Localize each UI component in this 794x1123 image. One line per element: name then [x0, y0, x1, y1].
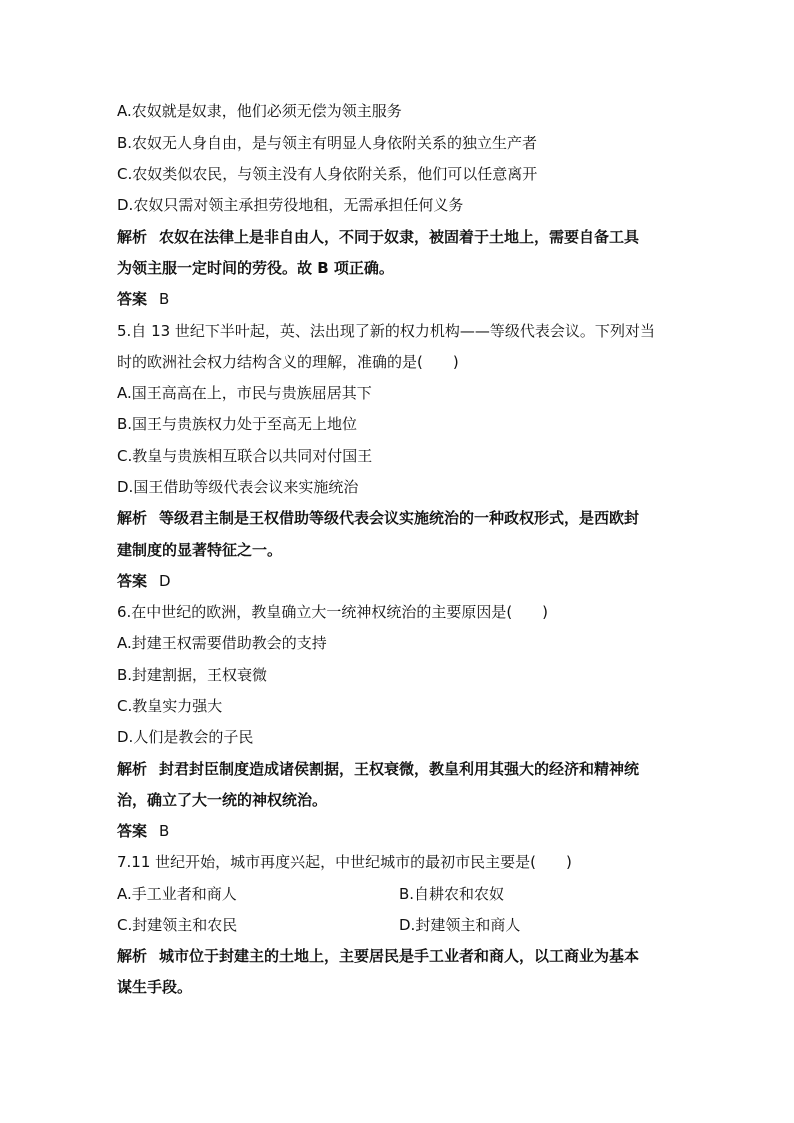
q4-option-d: D.农奴只需对领主承担劳役地租，无需承担任何义务: [117, 196, 464, 214]
q6-stem-line-1: 6.在中世纪的欧洲，教皇确立大一统神权统治的主要原因是( ): [117, 603, 549, 621]
q5-analysis-label: 解析: [117, 509, 148, 527]
q5-option-a: A.国王高高在上，市民与贵族屈居其下: [117, 384, 372, 402]
q5-answer-value: D: [159, 572, 171, 590]
q7-option-a: A.手工业者和商人: [117, 885, 237, 903]
q6-option-b: B.封建割据，王权衰微: [117, 666, 268, 684]
q6-answer-value: B: [159, 822, 170, 840]
q7-option-d: D.封建领主和商人: [399, 916, 521, 934]
q4-analysis-line-2: 为领主服一定时间的劳役。故 B 项正确。: [117, 259, 394, 277]
q6-analysis-line-2: 治，确立了大一统的神权统治。: [117, 791, 328, 809]
q6-analysis-label: 解析: [117, 760, 148, 778]
q4-option-a: A.农奴就是奴隶，他们必须无偿为领主服务: [117, 102, 402, 120]
q5-option-b: B.国王与贵族权力处于至高无上地位: [117, 415, 358, 433]
q5-answer: [117, 571, 171, 591]
q4-option-b: B.农奴无人身自由，是与领主有明显人身依附关系的独立生产者: [117, 134, 538, 152]
q7-stem-line-1: 7.11 世纪开始，城市再度兴起，中世纪城市的最初市民主要是( ): [117, 853, 572, 871]
q7-option-b: B.自耕农和农奴: [399, 885, 505, 903]
q4-analysis-line-1: [117, 227, 639, 247]
q4-answer-value: B: [159, 290, 170, 308]
q4-option-c: C.农奴类似农民，与领主没有人身依附关系，他们可以任意离开: [117, 165, 538, 183]
q7-analysis-text-1: 城市位于封建主的土地上，主要居民是手工业者和商人，以工商业为基本: [159, 947, 640, 965]
q4-answer: [117, 289, 169, 309]
q4-answer-label: 答案: [117, 290, 148, 308]
q6-answer: [117, 821, 169, 841]
q5-option-c: C.教皇与贵族相互联合以共同对付国王: [117, 447, 373, 465]
q4-analysis-label: 解析: [117, 228, 148, 246]
q6-answer-label: 答案: [117, 822, 148, 840]
q5-answer-label: 答案: [117, 572, 148, 590]
q7-analysis-label: 解析: [117, 947, 148, 965]
q7-analysis-line-2: 谋生手段。: [117, 978, 193, 996]
q7-option-c: C.封建领主和农民: [117, 916, 238, 934]
q5-option-d: D.国王借助等级代表会议来实施统治: [117, 478, 359, 496]
q5-stem-line-1: 5.自 13 世纪下半叶起，英、法出现了新的权力机构——等级代表会议。下列对当: [117, 322, 655, 340]
q5-analysis-line-2: 建制度的显著特征之一。: [117, 541, 283, 559]
q5-stem-line-2: 时的欧洲社会权力结构含义的理解，准确的是( ): [117, 353, 459, 371]
q7-analysis-line-1: [117, 946, 639, 966]
q6-option-d: D.人们是教会的子民: [117, 728, 254, 746]
q6-option-c: C.教皇实力强大: [117, 697, 223, 715]
q6-analysis-text-1: 封君封臣制度造成诸侯割据，王权衰微，教皇利用其强大的经济和精神统: [159, 760, 640, 778]
q6-analysis-line-1: [117, 759, 639, 779]
q5-analysis-text-1: 等级君主制是王权借助等级代表会议实施统治的一种政权形式，是西欧封: [159, 509, 640, 527]
q5-analysis-line-1: [117, 508, 639, 528]
q4-analysis-text-1: 农奴在法律上是非自由人，不同于奴隶，被固着于土地上，需要自备工具: [159, 228, 640, 246]
q6-option-a: A.封建王权需要借助教会的支持: [117, 634, 327, 652]
